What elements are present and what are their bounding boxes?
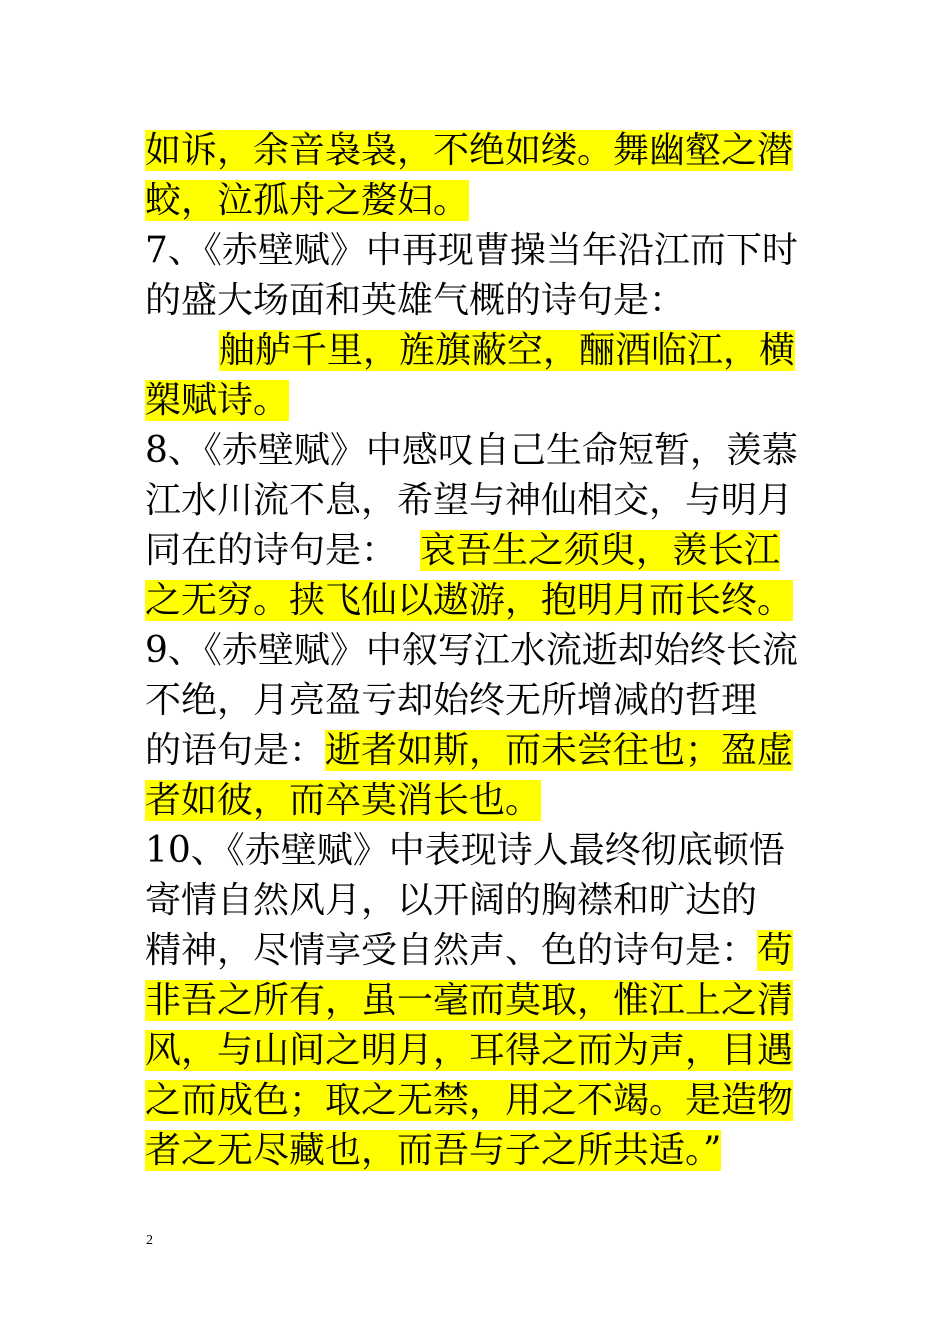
highlighted-answer: 非吾之所有，虽一毫而莫取，惟江上之清 xyxy=(145,980,794,1021)
text-line xyxy=(145,476,807,526)
line-text: 10、《赤壁赋》中表现诗人最终彻底顿悟 xyxy=(145,830,785,871)
line-text: 不绝，月亮盈亏却始终无所增减的哲理 xyxy=(145,680,758,721)
text-line xyxy=(145,1126,807,1176)
highlighted-answer: 舳舻千里，旌旗蔽空，酾酒临江，横 xyxy=(219,330,796,371)
highlighted-answer: 之无穷。挟飞仙以遨游，抱明月而长终。 xyxy=(145,580,794,621)
line-text: 9、《赤壁赋》中叙写江水流逝却始终长流 xyxy=(145,630,798,671)
line-text: 8、《赤壁赋》中感叹自己生命短暂，羡慕 xyxy=(145,430,798,471)
highlighted-answer: 槊赋诗。 xyxy=(145,380,290,421)
line-text: 的语句是： xyxy=(145,730,326,771)
line-text: 寄情自然风月，以开阔的胸襟和旷达的 xyxy=(145,880,758,921)
question-7-line xyxy=(145,226,807,276)
text-line xyxy=(145,1076,807,1126)
highlighted-answer: 者之无尽藏也，而吾与子之所共适。” xyxy=(145,1130,722,1171)
page-number: 2 xyxy=(146,1233,153,1248)
line-text: 的盛大场面和英雄气概的诗句是： xyxy=(145,280,686,321)
highlighted-answer: 苟 xyxy=(757,930,794,971)
line-text: 7、《赤壁赋》中再现曹操当年沿江而下时 xyxy=(145,230,798,271)
question-10-line xyxy=(145,826,807,876)
highlighted-answer: 蛟，泣孤舟之嫠妇。 xyxy=(145,180,470,221)
text-line xyxy=(145,526,807,576)
text-line xyxy=(145,126,807,176)
text-line xyxy=(145,276,807,326)
answer-7-line xyxy=(145,326,807,376)
line-text: 江水川流不息，希望与神仙相交，与明月 xyxy=(145,480,794,521)
question-8-line xyxy=(145,426,807,476)
text-line xyxy=(145,176,807,226)
highlighted-answer: 哀吾生之须臾，羡长江 xyxy=(419,530,780,571)
text-line xyxy=(145,576,807,626)
text-line xyxy=(145,726,807,776)
text-line xyxy=(145,976,807,1026)
text-line xyxy=(145,1026,807,1076)
line-text: 同在的诗句是： xyxy=(145,530,420,571)
document-body xyxy=(145,126,807,1176)
text-line xyxy=(145,376,807,426)
text-line xyxy=(145,926,807,976)
question-9-line xyxy=(145,626,807,676)
text-line xyxy=(145,776,807,826)
line-text: 精神，尽情享受自然声、色的诗句是： xyxy=(145,930,758,971)
text-line xyxy=(145,676,807,726)
highlighted-answer: 风，与山间之明月，耳得之而为声，目遇 xyxy=(145,1030,794,1071)
highlighted-answer: 之而成色；取之无禁，用之不竭。是造物 xyxy=(145,1080,794,1121)
highlighted-answer: 者如彼，而卒莫消长也。 xyxy=(145,780,542,821)
highlighted-answer: 如诉，余音袅袅，不绝如缕。舞幽壑之潜 xyxy=(145,130,794,171)
highlighted-answer: 逝者如斯，而未尝往也；盈虚 xyxy=(325,730,794,771)
text-line xyxy=(145,876,807,926)
